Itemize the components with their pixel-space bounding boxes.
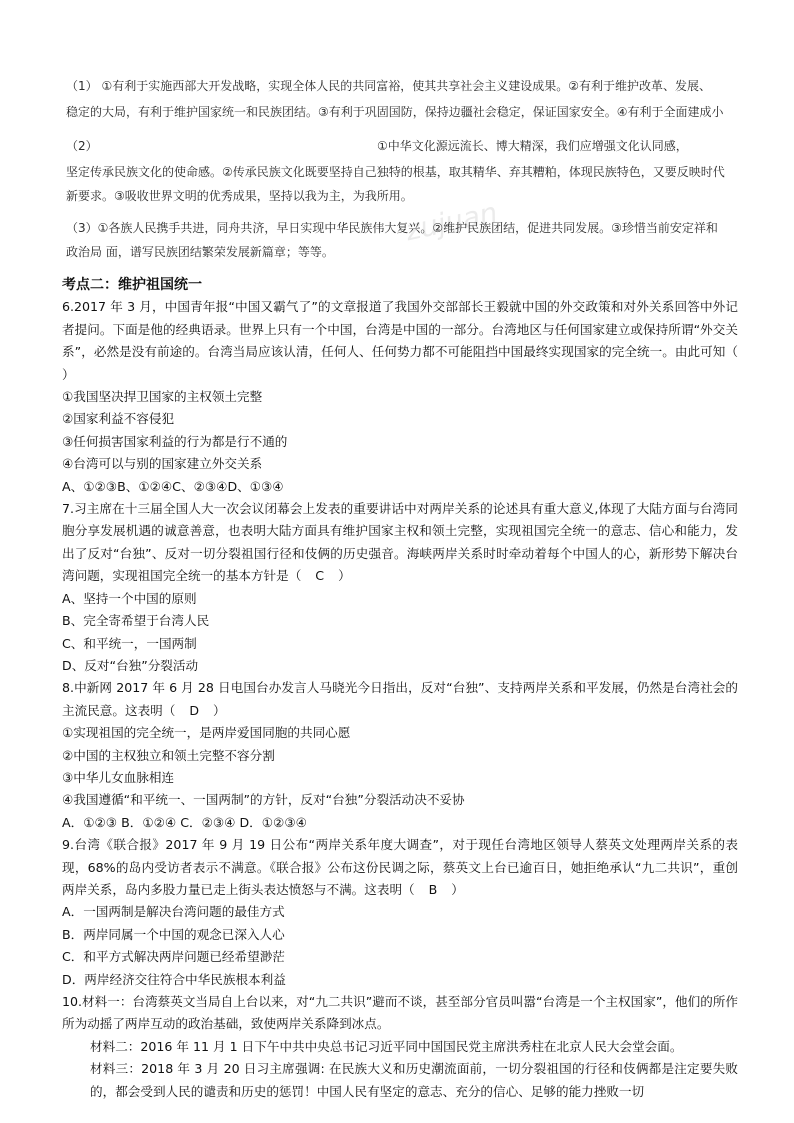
- q7-answer: C: [315, 568, 325, 584]
- q9-option-d: D．两岸经济交往符合中华民族根本利益: [62, 971, 286, 987]
- q8-option-1: ①实现祖国的完全统一，是两岸爱国同胞的共同心愿: [62, 725, 351, 741]
- scan-line-4: 坚定传承民族文化的使命感。②传承民族文化既要坚持自己独特的根基，取其精华、弃其糟粕，体现民族特色，又要反映时代: [66, 165, 725, 179]
- q7-option-a: A、坚持一个中国的原则: [62, 590, 197, 606]
- q9-stem-close: ）: [451, 881, 464, 897]
- q7-option-c: C、和平统一，一国两制: [62, 635, 197, 651]
- q7-stem-close: ）: [338, 568, 351, 584]
- q7-option-b: B、完全寄希望于台湾人民: [62, 613, 210, 629]
- q8-choices: A．①②③ B．①②④ C．②③④ D．①②③④: [62, 814, 307, 830]
- q6-option-1: ①我国坚决捍卫国家的主权领土完整: [62, 389, 263, 405]
- q8-option-2: ②中国的主权独立和领土完整不容分割: [62, 747, 275, 763]
- q6-stem: 6.2017 年 3 月，中国青年报“中国又霸气了”的文章报道了我国外交部部长王毅就中国的外交政策和对外关系回答中外记者提问。下面是他的经典语录。世界上只有一个中国，台湾是中国的一部分。台湾地区与任何国家建立或保持所谓“外交关系”，必然是没有前途的。台湾当局应该认清，任何人、任何势力都不可能阻挡中国最终实现国家的完全统一。由此可知（ ）: [62, 299, 738, 382]
- q7-option-d: D、反对“台独”分裂活动: [62, 657, 199, 673]
- q6-choices: A、①②③B、①②④C、②③④D、①③④: [62, 478, 284, 494]
- q9-option-b: B．两岸同属一个中国的观念已深入人心: [62, 926, 285, 942]
- scan-line-2: 稳定的大局，有利于维护国家统一和民族团结。③有利于巩固国防，保持边疆社会稳定，保证国家安全。④有利于全面建成小: [66, 105, 724, 119]
- scanned-answer-box: [66, 68, 725, 268]
- q8-stem-close: ）: [213, 702, 226, 718]
- q9-stem-text: 9.台湾《联合报》2017 年 9 月 19 日公布“两岸关系年度大调查”，对于现任台湾地区领导人蔡英文处理两岸关系的表现，68%的岛内受访者表示不满意。《联合报》公布这份民调之际，蔡英文上台已逾百日，她拒绝承认“九二共识”，重创两岸关系，岛内多股力量已走上街头表达愤怒与不满。这表明（: [62, 837, 738, 897]
- q9-stem: [62, 834, 738, 901]
- scan-line-6: （3）①各族人民携手共进，同舟共济，早日实现中华民族伟大复兴。②维护民族团结，促进共同发展。③珍惜当前安定祥和: [66, 221, 718, 235]
- q9-option-a: A．一国两制是解决台湾问题的最佳方式: [62, 904, 285, 920]
- q8-stem: [62, 677, 738, 722]
- q7-stem-text: 7.习主席在十三届全国人大一次会议闭幕会上发表的重要讲话中对两岸关系的论述具有重大意义,体现了大陆方面与台湾同胞分享发展机遇的诚意善意，也表明大陆方面具有维护国家主权和领土完整，实现祖国完全统一的意志、信心和能力，发出了反对“台独”、反对一切分裂祖国行径和伎俩的历史强音。海峡两岸关系时时牵动着每个中国人的心，新形势下解决台湾问题，实现祖国完全统一的基本方针是（: [62, 501, 738, 584]
- q8-answer: D: [189, 702, 200, 718]
- scan-line-5: 新要求。③吸收世界文明的优秀成果，坚持以我为主，为我所用。: [66, 189, 413, 203]
- q10-material-2: 材料二：2016 年 11 月 1 日下午中共中央总书记习近平同中国国民党主席洪秀柱在北京人民大会堂会面。: [90, 1038, 683, 1054]
- watermark: zujuan: [402, 195, 501, 248]
- scan-line-3a: （2）: [66, 139, 98, 153]
- scan-line-7: 政治局 面，谱写民族团结繁荣发展新篇章；等等。: [66, 245, 334, 259]
- q8-option-4: ④我国遵循“和平统一、一国两制”的方针，反对“台独”分裂活动决不妥协: [62, 792, 465, 808]
- q6-option-3: ③任何损害国家利益的行为都是行不通的: [62, 433, 288, 449]
- q6-option-2: ②国家利益不容侵犯: [62, 411, 175, 427]
- section-title: 考点二：维护祖国统一: [62, 277, 202, 293]
- q10-material-1: 10.材料一：台湾蔡英文当局自上台以来，对“九二共识”避而不谈，甚至部分官员叫嚣“台湾是一个主权国家”，他们的所作所为动摇了两岸互动的政治基础，致使两岸关系降到冰点。: [62, 994, 738, 1032]
- scan-line-1: （1） ①有利于实施西部大开发战略，实现全体人民的共同富裕，使其共享社会主义建设成果。②有利于维护改革、发展、: [66, 79, 711, 93]
- scan-line-3b: ①中华文化源远流长、博大精深，我们应增强文化认同感，: [377, 139, 688, 153]
- q8-stem-text: 8.中新网 2017 年 6 月 28 日电国台办发言人马晓光今日指出，反对“台独”、支持两岸关系和平发展，仍然是台湾社会的主流民意。这表明（: [62, 680, 738, 718]
- q7-stem: [62, 498, 738, 588]
- q10-material-3: 材料三：2018 年 3 月 20 日习主席强调: 在民族大义和历史潮流面前，一切分裂祖国的行径和伎俩都是注定要失败的，都会受到人民的谴责和历史的惩罚！中国人民有坚定的意志、充分的信心、足够的能力挫败一切: [90, 1061, 738, 1099]
- q6-option-4: ④台湾可以与别的国家建立外交关系: [62, 456, 263, 472]
- q9-option-c: C．和平方式解决两岸问题已经希望渺茫: [62, 949, 285, 965]
- q9-answer: B: [428, 881, 438, 897]
- main-content: [62, 274, 738, 1103]
- q8-option-3: ③中华儿女血脉相连: [62, 769, 175, 785]
